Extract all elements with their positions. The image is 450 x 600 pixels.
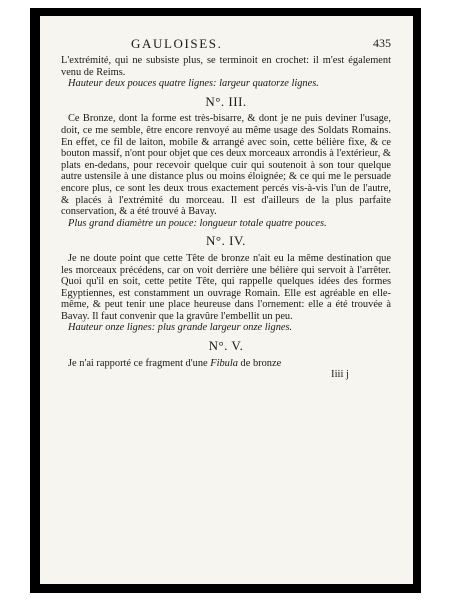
section-iv-measure: Hauteur onze lignes: plus grande largeur onze lignes. xyxy=(68,322,293,334)
section-heading-v: N°. V. xyxy=(208,338,244,354)
section-iii-paragraph: Ce Bronze, dont la forme est très-bisarre, & dont je ne puis deviner l'usage, doit, ce me semble, être encore renvoyé au même usage des Soldats Romains. En effet, ce fil de laiton, mobile & arrangé avec soin, cette bélière fixe, & ce bouton massif, n'ont pour objet que ces deux morceaux arrondis à l'extérieur, & plats en-dedans, pour recevoir quelque cuir qui soutenoit à son tour quelque autre ustensile à une distance plus ou moins éloignée; & ce qui me le persuade encore plus, ce sont les deux trous exactement percés vis-à-vis l'un de l'autre, & placés à l'extrémité du morceau. Il est d'ailleurs de la plus parfaite conservation, & a été trouvé à Bavay. xyxy=(61,113,391,218)
signature-mark: Iiii j xyxy=(331,369,349,381)
section-v-text-end: de bronze xyxy=(237,357,282,369)
section-v-paragraph xyxy=(61,358,391,370)
section-heading-iv: N°. IV. xyxy=(206,233,246,249)
section-v-text-start: Je n'ai rapporté ce fragment d'une xyxy=(68,357,211,369)
section-iv-paragraph: Je ne doute point que cette Tête de bronze n'ait eu la même destination que les morceaux précédens, car on voit derrière une bélière qui servoit à l'arrêter. Quoi qu'il en soit, cette petite Tête, qui rappelle quelques idées des formes Egyptiennes, est constamment un ouvrage Romain. Elle est agréable en elle-même, & peut tenir une place heureuse dans l'ornement: elle a été trouvée à Bavay. Il faut convenir que la gravûre l'embellit un peu. xyxy=(61,252,391,322)
section-v-fibula: Fibula xyxy=(210,357,238,369)
page-header xyxy=(61,38,391,54)
section-iii-measure: Plus grand diamètre un pouce: longueur totale quatre pouces. xyxy=(68,217,327,229)
intro-measure: Hauteur deux pouces quatre lignes: largeur quatorze lignes. xyxy=(68,78,319,90)
book-page xyxy=(40,16,413,584)
page-text xyxy=(61,38,391,381)
section-heading-iii: N°. III. xyxy=(205,93,247,109)
running-head: GAULOISES. xyxy=(131,36,223,51)
page-number: 435 xyxy=(373,36,391,50)
intro-paragraph: L'extrémité, qui ne subsiste plus, se terminoit en crochet: il m'est également venu de Reims. xyxy=(61,55,391,78)
